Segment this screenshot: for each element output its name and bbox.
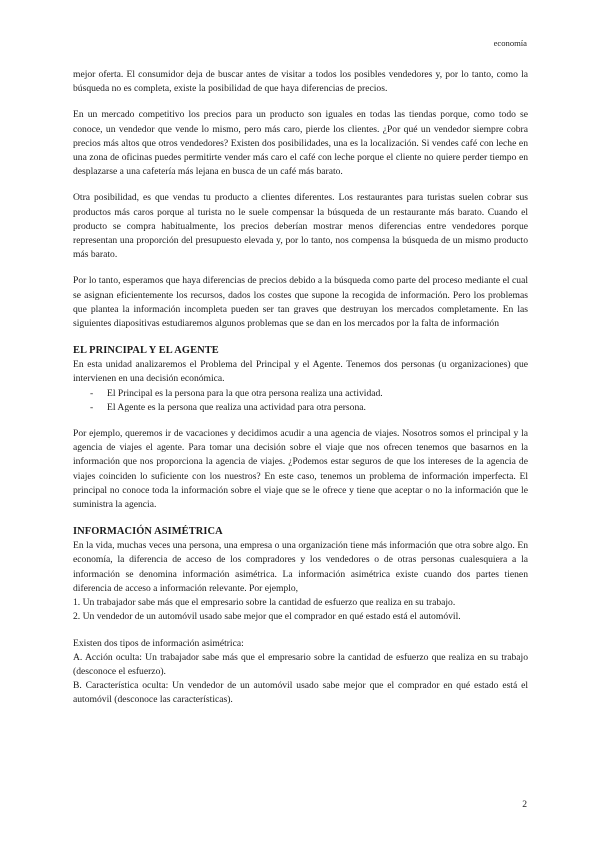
paragraph: En un mercado competitivo los precios para un producto son iguales en todas las tiendas porque, como todo se conoce, un vendedor que vende lo mismo, pero más caro, pierde los clientes. ¿Por qué un vendedor siempre cobra precios más altos que otros vendedores? Existen dos posibilidades, una es la localización. Si vendes café con leche en una zona de oficinas puedes permitirte vender más caro el café con leche porque el cliente no quiere perder tiempo en desplazarse a una cafetería más lejana en busca de un café más barato.: [73, 109, 528, 178]
list-item: B. Característica oculta: Un vendedor de un automóvil usado sabe mejor que el comprador en qué estado está el automóvil (desconoce las características).: [73, 680, 528, 706]
paragraph: En la vida, muchas veces una persona, una empresa o una organización tiene más información que otra sobre algo. En economía, la diferencia de acceso de los compradores y los vendedores o de otras personas cualesquiera a la información se denomina información asimétrica. La información asimétrica existe cuando dos partes tienen diferencia de acceso a información relevante. Por ejemplo,: [73, 540, 528, 594]
list-item: - El Principal es la persona para la que otra persona realiza una actividad.: [73, 387, 528, 401]
paragraph: mejor oferta. El consumidor deja de buscar antes de visitar a todos los posibles vendedores y, por lo tanto, como la búsqueda no es completa, existe la posibilidad de que haya diferencias de precios.: [73, 69, 528, 95]
paragraph: Otra posibilidad, es que vendas tu producto a clientes diferentes. Los restaurantes para turistas suelen cobrar sus productos más caros porque al turista no le suele compensar la búsqueda de un restaurante más barato. Cuando el producto se compra habitualmente, los precios deberían mostrar menos diferencias entre vendedores porque representan una proporción del presupuesto elevada y, por lo tanto, nos compensa la búsqueda de un mismo producto más barato.: [73, 192, 528, 261]
section-heading-principal-agente: EL PRINCIPAL Y EL AGENTE: [73, 345, 219, 357]
paragraph: En esta unidad analizaremos el Problema del Principal y el Agente. Tenemos dos personas (u organizaciones) que intervienen en una decisión económica.: [73, 359, 528, 385]
example-line: 1. Un trabajador sabe más que el empresario sobre la cantidad de esfuerzo que realiza en su trabajo.: [73, 597, 456, 609]
definition-list: [73, 387, 528, 415]
page-number: 2: [522, 799, 527, 810]
paragraph: Por lo tanto, esperamos que haya diferencias de precios debido a la búsqueda como parte del proceso mediante el cual se asignan eficientemente los recursos, dados los costes que supone la recogida de información. Pero los problemas que plantea la información incompleta pueden ser tan graves que destruyan los mercados completamente. En las siguientes diapositivas estudiaremos algunos problemas que se dan en los mercados por la falta de información: [73, 275, 528, 330]
list-item: - El Agente es la persona que realiza una actividad para otra persona.: [73, 401, 528, 415]
list-item: A. Acción oculta: Un trabajador sabe más que el empresario sobre la cantidad de esfuerzo que realiza en su trabajo (desconoce el esfuerzo).: [73, 651, 528, 677]
section-heading-informacion-asimetrica: INFORMACIÓN ASIMÉTRICA: [73, 526, 223, 538]
document-body: [73, 68, 528, 708]
example-line: 2. Un vendedor de un automóvil usado sabe mejor que el comprador en qué estado está el automóvil.: [73, 611, 461, 623]
paragraph: Existen dos tipos de información asimétrica:: [73, 637, 244, 649]
paragraph: Por ejemplo, queremos ir de vacaciones y decidimos acudir a una agencia de viajes. Nosotros somos el principal y la agencia de viajes el agente. Para tomar una decisión sobre el viaje que nos ofrecen tenemos que basarnos en la información que nos proporciona la agencia de viajes. ¿Podemos estar seguros de que los intereses de la agencia de viajes coinciden lo suficiente con los nuestros? En este caso, tenemos un problema de información imperfecta. El principal no conoce toda la información sobre el viaje que se le ofrece y tiene que aceptar o no la información que le suministra la agencia.: [73, 428, 528, 511]
page-header-subject: economía: [493, 38, 527, 48]
